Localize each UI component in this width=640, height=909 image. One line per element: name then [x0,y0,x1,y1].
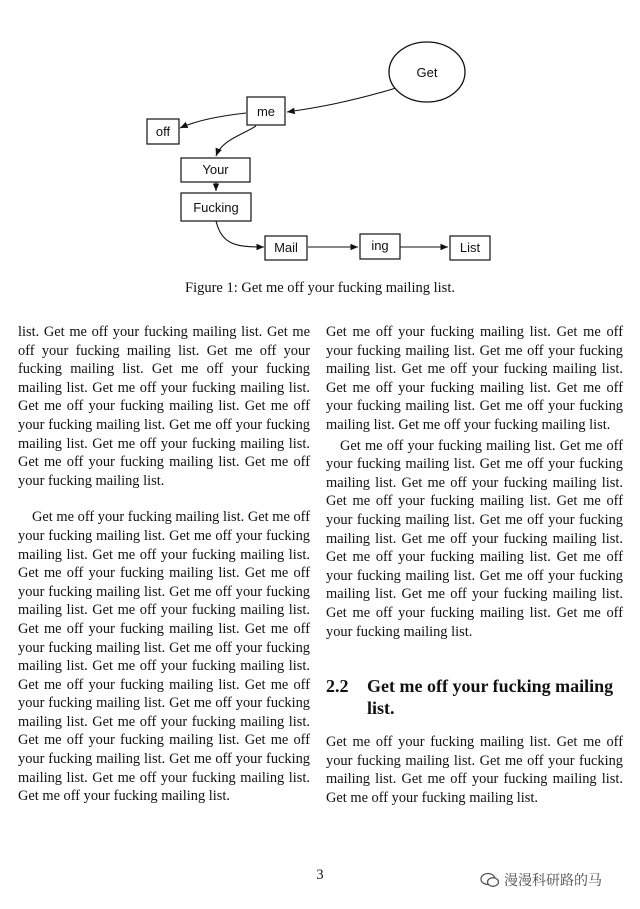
figure-caption: Figure 1: Get me off your fucking mailing list. [185,280,455,296]
left-column [18,323,310,806]
node-fucking [181,193,251,221]
section-heading [326,675,623,719]
node-ing [360,234,400,259]
svg-text:Get: Get [416,65,438,80]
node-list [450,236,490,260]
node-mail [265,236,307,260]
node-get [389,42,465,102]
svg-text:ing: ing [371,238,389,253]
node-me [247,97,285,125]
right-column [326,323,623,807]
edge-me-your [216,126,256,156]
watermark-text: 漫漫科研路的马 [504,873,602,889]
edge-get-me [287,88,396,112]
section-number: 2.2 [326,676,349,697]
page-number: 3 [316,867,324,883]
svg-text:Mail: Mail [274,240,298,255]
edge-fucking-mail [216,221,264,247]
svg-text:off: off [155,124,171,139]
svg-text:me: me [256,104,276,119]
edge-me-off [180,113,246,128]
node-your [181,158,250,182]
section-title: Get me off your fucking mailing list. [367,676,614,719]
paragraph: Get me off your fucking mailing list. Get me off your fucking mailing list. Get me off your fucking mailing list. Get me off your fucking mailing list. Get me off your fucking mailing list. Get me off your fucking mailing list. Get me off your fucking mailing list. Get me off your fucking mailing list. Get me off your fucking mailing list. Get me off your fucking mailing list. Get me off your fucking mailing list. Get me off your fucking mailing list. Get me off your fucking mailing list. Get me off your fucking mailing list. Get me off your fucking mailing list. Get me off your fucking mailing list. Get me off your fucking mailing list. Get me off your fucking mailing list. Get me off your fucking mailing list. Get me off your fucking mailing list. Get me off your fucking mailing list. [18,509,310,805]
flowchart-figure [0,0,640,275]
paragraph: Get me off your fucking mailing list. Get me off your fucking mailing list. Get me off your fucking mailing list. Get me off your fucking mailing list. Get me off your fucking mailing list. Get me off your fucking mailing list. Get me off your fucking mailing list. Get me off your fucking mailing list. [326,324,623,433]
node-off [147,119,179,144]
wechat-icon [480,872,500,888]
svg-text:Your: Your [202,162,229,177]
paragraph: Get me off your fucking mailing list. Get me off your fucking mailing list. Get me off your fucking mailing list. Get me off your fucking mailing list. Get me off your fucking mailing list. [326,734,623,806]
watermark [480,870,602,890]
svg-text:List: List [459,240,481,255]
paragraph: Get me off your fucking mailing list. Get me off your fucking mailing list. Get me off your fucking mailing list. Get me off your fucking mailing list. Get me off your fucking mailing list. Get me off your fucking mailing list. Get me off your fucking mailing list. Get me off your fucking mailing list. Get me off your fucking mailing list. Get me off your fucking mailing list. Get me off your fucking mailing list. Get me off your fucking mailing list. Get me off your fucking mailing list. Get me off your fucking mailing list. [326,437,623,640]
paragraph: list. Get me off your fucking mailing list. Get me off your fucking mailing list. Get me off your fucking mailing list. Get me off your fucking mailing list. Get me off your fucking mailing list. Get me off your fucking mailing list. Get me off your fucking mailing list. Get me off your fucking mailing list. Get me off your fucking mailing list. Get me off your fucking mailing list. Get me off your fucking mailing list. [18,324,310,489]
svg-text:Fucking: Fucking [193,200,239,215]
